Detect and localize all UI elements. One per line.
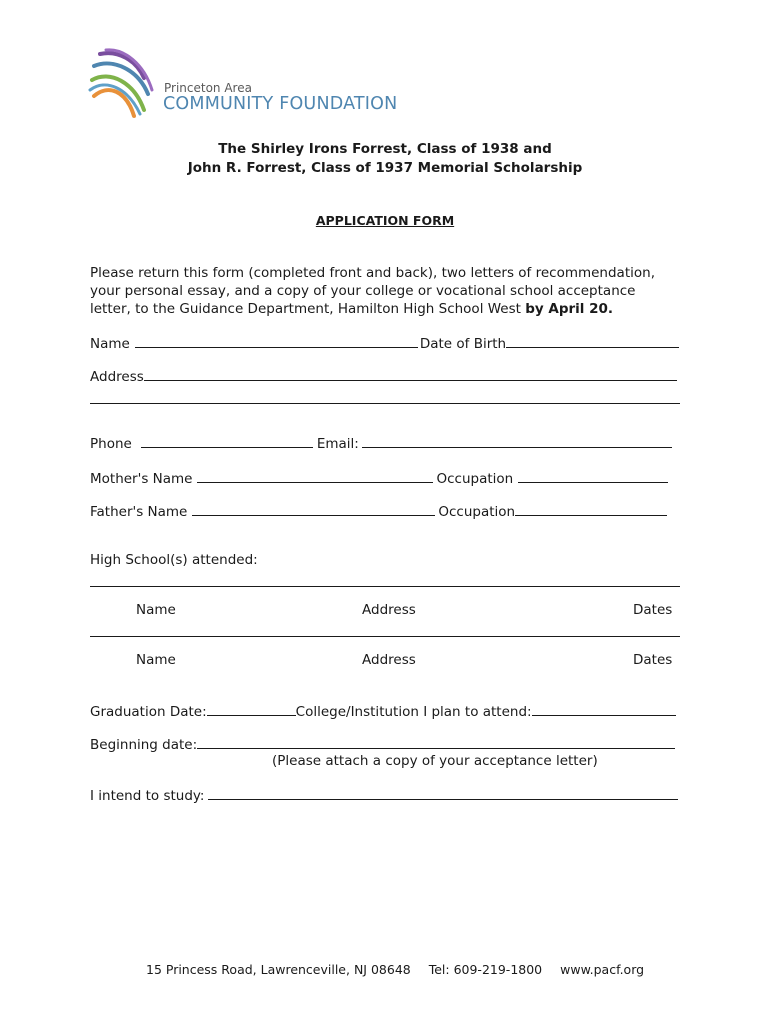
school1-name-caption: Name xyxy=(136,602,176,618)
mother-name-label: Mother's Name xyxy=(90,471,193,487)
school2-address-caption: Address xyxy=(362,652,416,668)
logo-text-big: COMMUNITY FOUNDATION xyxy=(163,94,398,114)
study-label: I intend to study: xyxy=(90,788,205,804)
school2-name-caption: Name xyxy=(136,652,176,668)
beginning-date-field[interactable] xyxy=(197,735,675,749)
name-row xyxy=(90,334,679,352)
graduation-row xyxy=(90,702,676,720)
address-label: Address xyxy=(90,369,144,385)
acceptance-letter-note: (Please attach a copy of your acceptance letter) xyxy=(272,753,598,769)
instructions-line1: Please return this form (completed front and back), two letters of recommendation, xyxy=(90,265,655,281)
footer-website[interactable]: www.pacf.org xyxy=(560,962,645,977)
phone-label: Phone xyxy=(90,436,132,452)
high-school-row xyxy=(90,552,258,570)
mother-occupation-field[interactable] xyxy=(518,469,668,483)
address-row xyxy=(90,367,677,385)
high-school-field-1[interactable] xyxy=(90,586,680,587)
study-field[interactable] xyxy=(208,786,678,800)
graduation-date-label: Graduation Date: xyxy=(90,704,207,720)
email-field[interactable] xyxy=(362,434,672,448)
mother-name-field[interactable] xyxy=(197,469,433,483)
beginning-date-row xyxy=(90,735,675,753)
instructions-line3 xyxy=(90,300,690,318)
footer xyxy=(146,962,658,977)
form-title: APPLICATION FORM xyxy=(315,213,455,228)
father-name-field[interactable] xyxy=(192,502,435,516)
mother-row xyxy=(90,469,668,487)
phone-field[interactable] xyxy=(141,434,313,448)
address-field-line2[interactable] xyxy=(90,403,680,404)
footer-address: 15 Princess Road, Lawrenceville, NJ 08648 xyxy=(146,962,411,977)
mother-occupation-label: Occupation xyxy=(436,471,514,487)
name-field[interactable] xyxy=(135,334,418,348)
school1-address-caption: Address xyxy=(362,602,416,618)
scholarship-title-line1: The Shirley Irons Forrest, Class of 1938 and xyxy=(218,141,552,157)
dob-label: Date of Birth xyxy=(419,336,507,352)
study-row xyxy=(90,786,678,804)
footer-phone: Tel: 609-219-1800 xyxy=(428,962,543,977)
high-school-label: High School(s) attended: xyxy=(90,552,258,568)
school2-dates-caption: Dates xyxy=(633,652,673,668)
school1-dates-caption: Dates xyxy=(633,602,673,618)
logo-swoosh-icon xyxy=(88,44,160,120)
logo-text-small: Princeton Area xyxy=(164,81,252,95)
scholarship-title-line2: John R. Forrest, Class of 1937 Memorial Scholarship xyxy=(187,160,583,176)
instructions-line3-text: letter, to the Guidance Department, Hamilton High School West xyxy=(90,301,526,317)
father-row xyxy=(90,502,667,520)
instructions-paragraph xyxy=(90,264,690,318)
instructions-line2: your personal essay, and a copy of your college or vocational school acceptance xyxy=(90,283,636,299)
graduation-date-field[interactable] xyxy=(207,702,296,716)
name-label: Name xyxy=(90,336,130,352)
deadline-text: by April 20. xyxy=(525,301,614,317)
address-field[interactable] xyxy=(144,367,677,381)
college-field[interactable] xyxy=(532,702,676,716)
father-occupation-label: Occupation xyxy=(438,504,516,520)
father-name-label: Father's Name xyxy=(90,504,188,520)
college-label: College/Institution I plan to attend: xyxy=(295,704,532,720)
phone-row xyxy=(90,434,672,452)
email-label: Email: xyxy=(316,436,359,452)
high-school-field-2[interactable] xyxy=(90,636,680,637)
pacf-logo xyxy=(88,44,398,120)
beginning-date-label: Beginning date: xyxy=(90,737,198,753)
dob-field[interactable] xyxy=(506,334,679,348)
father-occupation-field[interactable] xyxy=(515,502,667,516)
